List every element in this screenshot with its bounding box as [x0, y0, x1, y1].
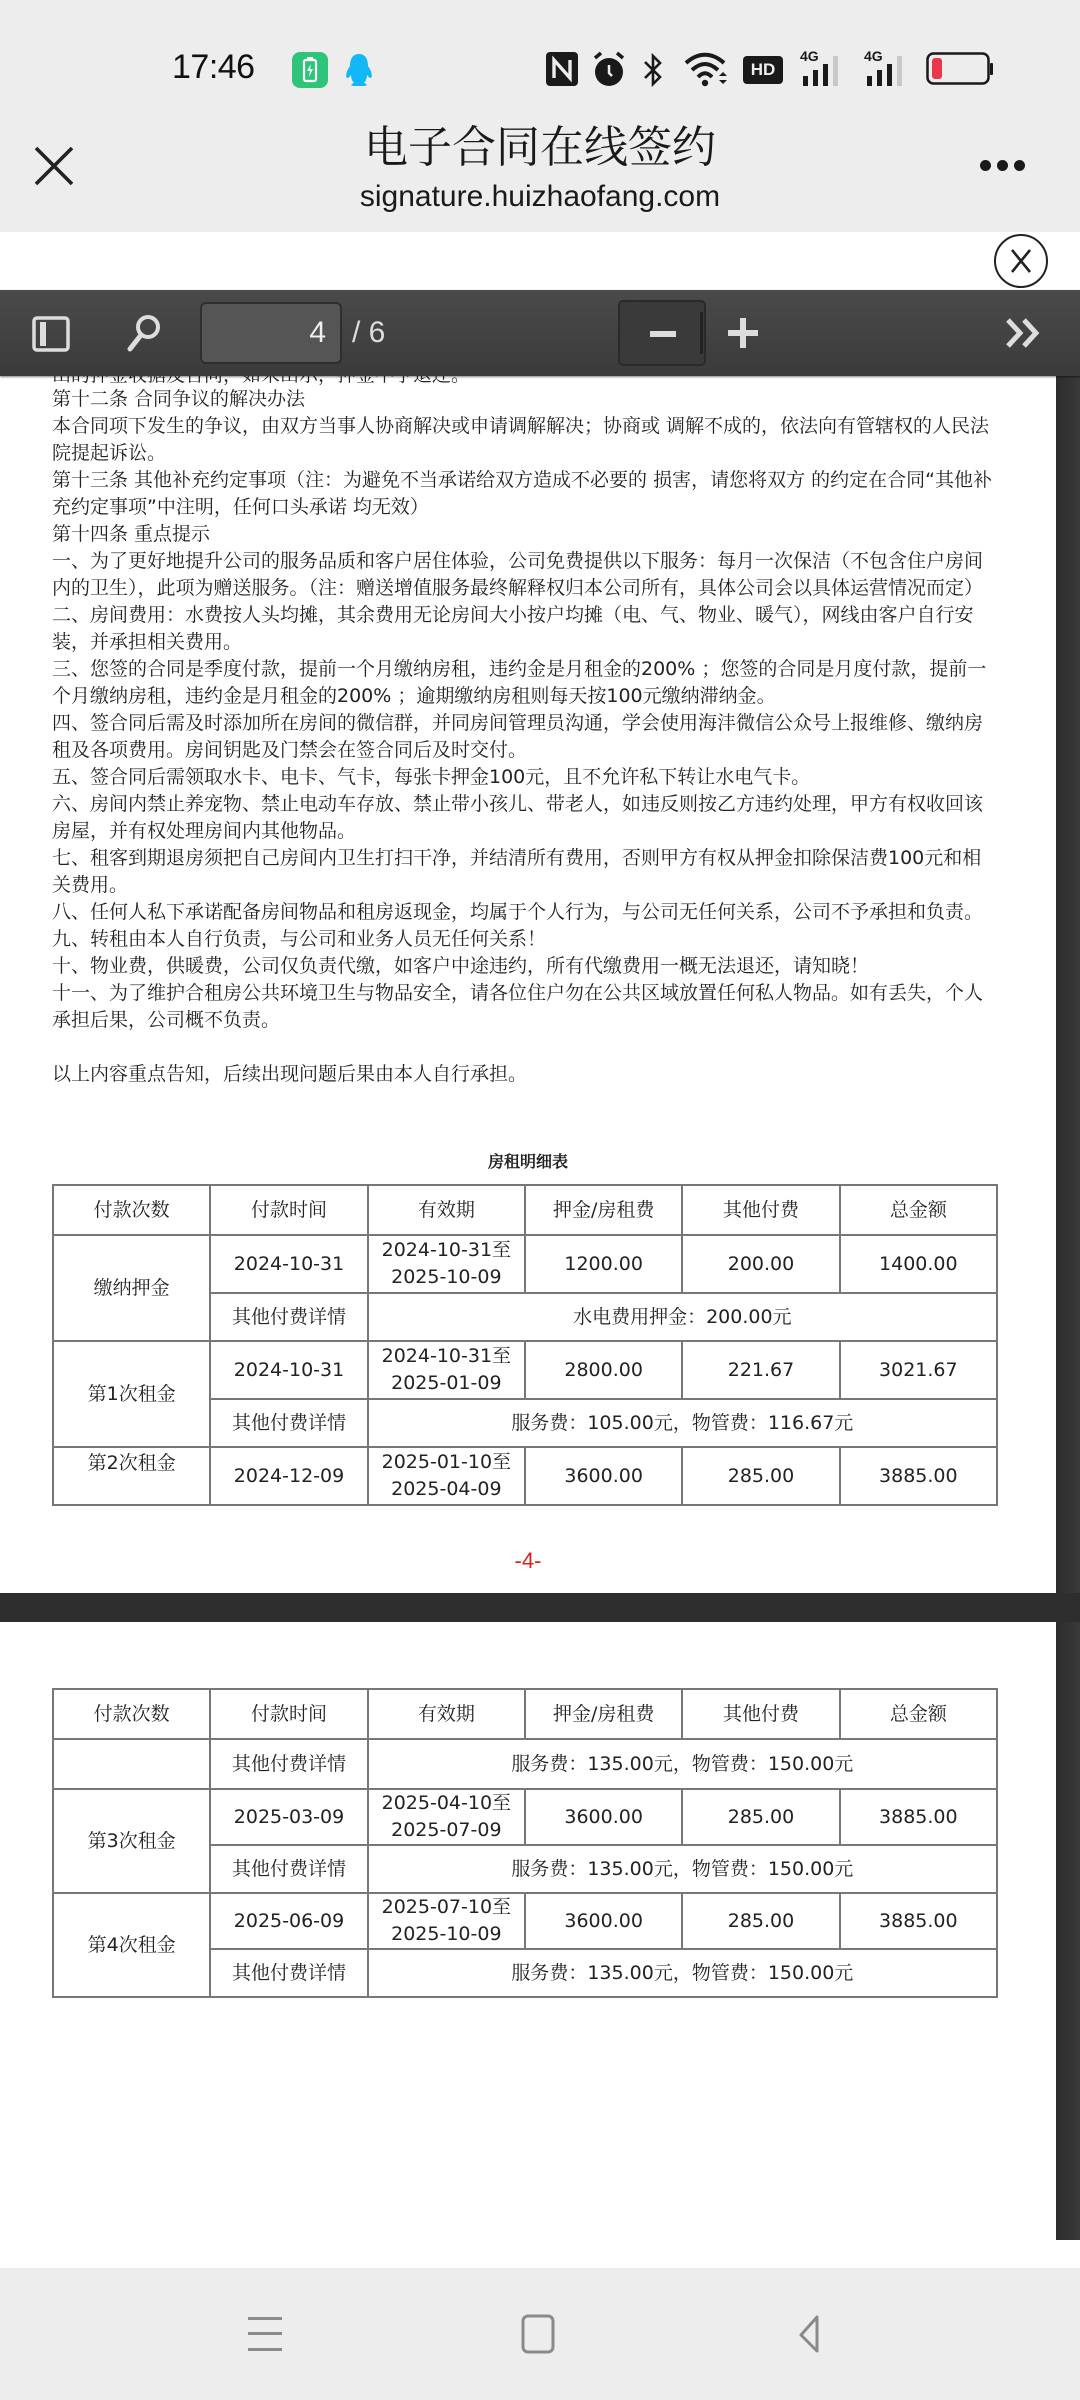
row-label: 第4次租金 — [53, 1893, 210, 1997]
header-cell: 总金额 — [840, 1689, 997, 1739]
page-url: signature.huizhaofang.com — [359, 180, 721, 213]
battery-saver-icon — [292, 52, 328, 88]
alarm-icon — [592, 50, 626, 88]
tip-3: 三、您签的合同是季度付款，提前一个月缴纳房租，违约金是月租金的200% ；您签的合同是月度付款，提前一个月缴纳房租，违约金是月租金的200% ；逾期缴纳房租则每天按100元缴纳滞纳金。 — [52, 658, 987, 707]
notice-text: 以上内容重点告知，后续出现问题后果由本人自行承担。 — [52, 1063, 528, 1085]
period: 2025-01-10至 2025-04-09 — [368, 1447, 525, 1505]
tip-7: 七、租客到期退房须把自己房间内卫生打扫干净，并结清所有费用，否则甲方有权从押金扣除保洁费100元和相关费用。 — [52, 847, 982, 896]
period: 2025-07-10至 2025-10-09 — [368, 1893, 525, 1949]
pay-date: 2024-12-09 — [210, 1447, 367, 1505]
header-cell: 有效期 — [368, 1185, 525, 1235]
period: 2025-04-10至 2025-07-09 — [368, 1789, 525, 1845]
detail-label: 其他付费详情 — [210, 1293, 367, 1341]
rent-table — [52, 1184, 998, 1506]
tools-chevron-icon[interactable] — [1002, 316, 1046, 350]
pay-date: 2024-10-31 — [210, 1341, 367, 1399]
bluetooth-icon — [642, 52, 664, 88]
table-header-row — [53, 1689, 997, 1739]
clause-12-text: 本合同项下发生的争议，由双方当事人协商解决或申请调解解决；协商或 调解不成的，依法向有管辖权的人民法院提起诉讼。 — [52, 415, 990, 464]
table-row — [53, 1893, 997, 1949]
hd-voice-icon — [743, 56, 783, 84]
detail-text: 服务费：135.00元，物管费：150.00元 — [368, 1845, 997, 1893]
header-cell: 押金/房租费 — [525, 1185, 682, 1235]
tip-10: 十、物业费，供暖费，公司仅负责代缴，如客户中途违约，所有代缴费用一概无法退还，请知晓！ — [52, 955, 870, 977]
row-label: 第2次租金 — [53, 1447, 210, 1505]
other-amount: 285.00 — [682, 1447, 839, 1505]
close-icon — [996, 236, 1046, 286]
home-icon[interactable] — [520, 2314, 560, 2354]
header-cell: 押金/房租费 — [525, 1689, 682, 1739]
nfc-icon — [546, 52, 578, 86]
tip-11: 十一、为了维护合租房公共环境卫生与物品安全，请各位住户勿在公共区域放置任何私人物品。如有丢失，个人承担后果，公司概不负责。 — [52, 982, 984, 1031]
detail-text: 服务费：135.00元，物管费：150.00元 — [368, 1949, 997, 1997]
page-number-input[interactable]: 4 — [200, 302, 342, 364]
detail-row — [53, 1739, 997, 1789]
tip-8: 八、任何人私下承诺配备房间物品和租房返现金，均属于个人行为，与公司无任何关系，公司不予承担和负责。 — [52, 901, 984, 923]
row-label: 第3次租金 — [53, 1789, 210, 1893]
status-time: 17:46 — [172, 48, 255, 86]
wifi-icon — [684, 52, 730, 88]
menu-icon[interactable] — [246, 2314, 286, 2354]
signal-label: 4G — [800, 48, 819, 64]
table-title: 房租明细表 — [487, 1152, 568, 1171]
system-nav-bar — [0, 2268, 1080, 2400]
header-cell: 付款时间 — [210, 1185, 367, 1235]
other-amount: 221.67 — [682, 1341, 839, 1399]
header-cell: 其他付费 — [682, 1185, 839, 1235]
total-amount: 3021.67 — [840, 1341, 997, 1399]
tip-1: 一、为了更好地提升公司的服务品质和客户居住体验，公司免费提供以下服务：每月一次保洁（不包含住户房间内的卫生），此项为赠送服务。（注：赠送增值服务最终解释权归本公司所有，具体公司会以具体运营情况而定） — [52, 550, 984, 599]
period: 2024-10-31至 2025-10-09 — [368, 1235, 525, 1293]
total-amount: 3885.00 — [840, 1893, 997, 1949]
signal-4g-icon — [864, 48, 912, 88]
detail-label: 其他付费详情 — [210, 1739, 367, 1789]
detail-label: 其他付费详情 — [210, 1399, 367, 1447]
tip-4: 四、签合同后需及时添加所在房间的微信群，并同房间管理员沟通，学会使用海沣微信公众号上报维修、缴纳房租及各项费用。房间钥匙及门禁会在签合同后及时交付。 — [52, 712, 984, 761]
contract-clauses — [52, 386, 997, 1088]
clause-13-text: 第十三条 其他补充约定事项（注：为避免不当承诺给双方造成不必要的 损害，请您将双方 的约定在合同“其他补充约定事项”中注明，任何口头承诺 均无效） — [52, 469, 992, 518]
tip-9: 九、转租由本人自行负责，与公司和业务人员无任何关系！ — [52, 928, 547, 950]
pdf-page-5 — [0, 1622, 1056, 2240]
search-icon[interactable] — [124, 312, 164, 354]
header-cell: 付款时间 — [210, 1689, 367, 1739]
header-cell: 总金额 — [840, 1185, 997, 1235]
sidebar-toggle-icon[interactable] — [32, 316, 72, 352]
pdf-toolbar — [0, 290, 1080, 376]
pay-date: 2024-10-31 — [210, 1235, 367, 1293]
rent-amount: 3600.00 — [525, 1893, 682, 1949]
rent-amount: 3600.00 — [525, 1447, 682, 1505]
header-cell: 付款次数 — [53, 1689, 210, 1739]
table-row — [53, 1235, 997, 1293]
back-icon[interactable] — [786, 2314, 826, 2354]
rent-amount: 1200.00 — [525, 1235, 682, 1293]
tip-6: 六、房间内禁止养宠物、禁止电动车存放、禁止带小孩儿、带老人，如违反则按乙方违约处理，甲方有权收回该房屋，并有权处理房间内其他物品。 — [52, 793, 984, 842]
signal-label: 4G — [864, 48, 883, 64]
table-row — [53, 1789, 997, 1845]
signal-4g-icon — [800, 48, 848, 88]
pay-date: 2025-06-09 — [210, 1893, 367, 1949]
tip-2: 二、房间费用：水费按人头均摊，其余费用无论房间大小按户均摊（电、气、物业、暖气），网线由客户自行安装，并承担相关费用。 — [52, 604, 974, 653]
page-separator — [0, 1593, 1080, 1622]
pay-date: 2025-03-09 — [210, 1789, 367, 1845]
other-amount: 285.00 — [682, 1789, 839, 1845]
period: 2024-10-31至 2025-01-09 — [368, 1341, 525, 1399]
header-cell: 其他付费 — [682, 1689, 839, 1739]
tip-5: 五、签合同后需领取水卡、电卡、气卡，每张卡押金100元，且不允许私下转让水电气卡。 — [52, 766, 811, 788]
empty-cell — [53, 1739, 210, 1789]
more-options-icon[interactable] — [980, 156, 1032, 176]
browser-header — [0, 120, 1080, 232]
table-header-row — [53, 1185, 997, 1235]
viewer-scrollbar[interactable] — [1056, 376, 1080, 2240]
detail-label: 其他付费详情 — [210, 1845, 367, 1893]
rent-amount: 2800.00 — [525, 1341, 682, 1399]
detail-text: 服务费：105.00元，物管费：116.67元 — [368, 1399, 997, 1447]
rent-amount: 3600.00 — [525, 1789, 682, 1845]
zoom-out-button[interactable] — [618, 300, 706, 366]
qq-penguin-icon — [342, 52, 376, 88]
detail-label: 其他付费详情 — [210, 1949, 367, 1997]
row-label: 第1次租金 — [53, 1341, 210, 1447]
hd-label: HD — [750, 60, 776, 79]
other-amount: 200.00 — [682, 1235, 839, 1293]
clause-12-title: 第十二条 合同争议的解决办法 — [52, 388, 306, 410]
status-bar — [0, 0, 1080, 120]
clause-14-title: 第十四条 重点提示 — [52, 523, 211, 545]
header-cell: 付款次数 — [53, 1185, 210, 1235]
other-amount: 285.00 — [682, 1893, 839, 1949]
detail-text: 服务费：135.00元，物管费：150.00元 — [368, 1739, 997, 1789]
total-amount: 3885.00 — [840, 1789, 997, 1845]
row-label: 缴纳押金 — [53, 1235, 210, 1341]
detail-text: 水电费用押金：200.00元 — [368, 1293, 997, 1341]
minus-icon — [620, 302, 704, 364]
header-cell: 有效期 — [368, 1689, 525, 1739]
battery-low-icon — [926, 52, 996, 86]
total-amount: 1400.00 — [840, 1235, 997, 1293]
zoom-in-icon[interactable] — [726, 316, 760, 350]
pdf-page-4 — [0, 376, 1056, 1593]
viewer-top-strip — [0, 232, 1080, 290]
total-amount: 3885.00 — [840, 1447, 997, 1505]
page-total: / 6 — [352, 316, 386, 349]
table-row — [53, 1341, 997, 1399]
rent-table-continued — [52, 1688, 998, 1998]
page-number-label: -4- — [514, 1548, 542, 1573]
table-row — [53, 1447, 997, 1505]
close-viewer-button[interactable] — [994, 234, 1048, 288]
page-title: 电子合同在线签约 — [364, 122, 716, 173]
